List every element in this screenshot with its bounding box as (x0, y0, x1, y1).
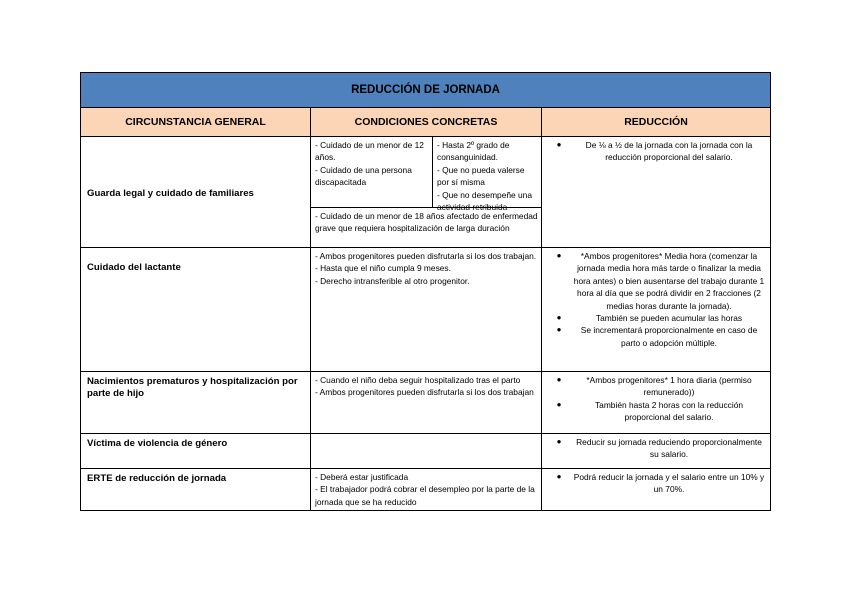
reduccion-item (546, 250, 766, 312)
header-circunstancia: CIRCUNSTANCIA GENERAL (81, 108, 311, 137)
bullet-icon: ● (556, 472, 562, 481)
reduccion-text: Se incrementará proporcionalmente en caso de parto o adopción múltiple. (580, 325, 758, 348)
bullet-icon: ● (556, 399, 562, 409)
condiciones-split (311, 137, 541, 213)
reduccion-item (546, 436, 766, 461)
circunstancia-text: Guarda legal y cuidado de familiares (87, 188, 254, 199)
condicion-item: - Derecho intransferible al otro progenitor. (315, 275, 470, 286)
condiciones-cell (311, 248, 542, 372)
condiciones-cell (311, 372, 542, 434)
reduccion-item (546, 324, 766, 349)
condicion-item: - Cuidado de una persona discapacitada (315, 164, 412, 188)
condicion-item: - Que no pueda valerse por sí misma (437, 164, 525, 188)
condicion-item: - Hasta que el niño cumpla 9 meses. (315, 263, 451, 274)
condiciones-cell (311, 469, 542, 511)
reduccion-item (546, 374, 766, 399)
circunstancia-cell (81, 248, 311, 372)
title-row (81, 73, 771, 108)
condiciones-cell (311, 434, 542, 469)
circunstancia-text: Víctima de violencia de género (87, 438, 228, 449)
table-row (81, 248, 771, 372)
bullet-icon: ● (556, 140, 562, 149)
circunstancia-cell (81, 434, 311, 469)
reduccion-cell (542, 137, 771, 248)
reduccion-text: También hasta 2 horas con la reducción proporcional del salario. (594, 399, 744, 423)
reduccion-item (546, 399, 766, 424)
bullet-icon: ● (556, 375, 562, 384)
circunstancia-text: Nacimientos prematuros y hospitalización por parte de hijo (87, 376, 298, 399)
bullet-icon: ● (556, 325, 562, 335)
header-row (81, 108, 771, 137)
circunstancia-cell (81, 469, 311, 511)
table-row (81, 469, 771, 511)
condicion-item: - Que no desempeñe una actividad retribuida (437, 189, 532, 213)
header-condiciones: CONDICIONES CONCRETAS (311, 108, 542, 137)
condicion-item: - Ambos progenitores pueden disfrutarla si los dos trabajan. (315, 251, 537, 261)
header-reduccion: REDUCCIÓN (542, 108, 771, 137)
condicion-item: - Cuando el niño deba seguir hospitalizado tras el parto (315, 375, 521, 385)
reduccion-text: Reducir su jornada reduciendo proporcionalmente su salario. (576, 437, 762, 460)
circunstancia-cell (81, 137, 311, 248)
condiciones-bottom: - Cuidado de un menor de 18 años afectado de enfermedad grave que requiera hospitalización de larga duración (315, 211, 538, 234)
bullet-icon: ● (556, 313, 562, 323)
condicion-item: - Hasta 2º grado de consanguinidad. (437, 140, 510, 163)
circunstancia-text: ERTE de reducción de jornada (87, 473, 227, 484)
reduccion-text: *Ambos progenitores* Media hora (comenzar la jornada media hora más tarde o finalizar la media hora antes) o bien ausentarse del trabajo durante 1 hora al día que se podrá dividir en 2 fracciones (2 medias horas durante la jornada). (573, 251, 765, 311)
reduccion-item (546, 471, 766, 496)
reduccion-text: Podrá reducir la jornada y el salario entre un 10% y un 70%. (573, 472, 765, 495)
table-title: REDUCCIÓN DE JORNADA (81, 73, 771, 108)
condicion-item: - El trabajador podrá cobrar el desempleo por la parte de la jornada que se ha reducido (315, 484, 535, 507)
reduccion-cell (542, 248, 771, 372)
condicion-item: - Deberá estar justificada (315, 472, 409, 482)
reduccion-cell (542, 469, 771, 511)
reduccion-cell (542, 372, 771, 434)
reduccion-text: *Ambos progenitores* 1 hora diaria (permiso remunerado)) (586, 375, 752, 398)
table-row (81, 434, 771, 469)
table-row (81, 372, 771, 434)
circunstancia-cell (81, 372, 311, 434)
bullet-icon: ● (556, 251, 562, 260)
table-row (81, 137, 771, 248)
reduccion-item (546, 139, 766, 164)
reduccion-jornada-table (80, 72, 771, 511)
reduccion-text: De ⅛ a ½ de la jornada con la jornada con la reducción proporcional del salario. (585, 140, 753, 163)
condiciones-cell (311, 137, 542, 248)
condicion-item: - Cuidado de un menor de 12 años. (315, 140, 424, 163)
circunstancia-text: Cuidado del lactante (87, 262, 181, 273)
condiciones-left (311, 137, 433, 207)
condiciones-right (433, 137, 541, 213)
reduccion-text: También se pueden acumular las horas (595, 313, 743, 324)
condicion-item: - Ambos progenitores pueden disfrutarla si los dos trabajan (315, 387, 534, 398)
bullet-icon: ● (556, 437, 562, 446)
reduccion-item (546, 312, 766, 324)
reduccion-cell (542, 434, 771, 469)
